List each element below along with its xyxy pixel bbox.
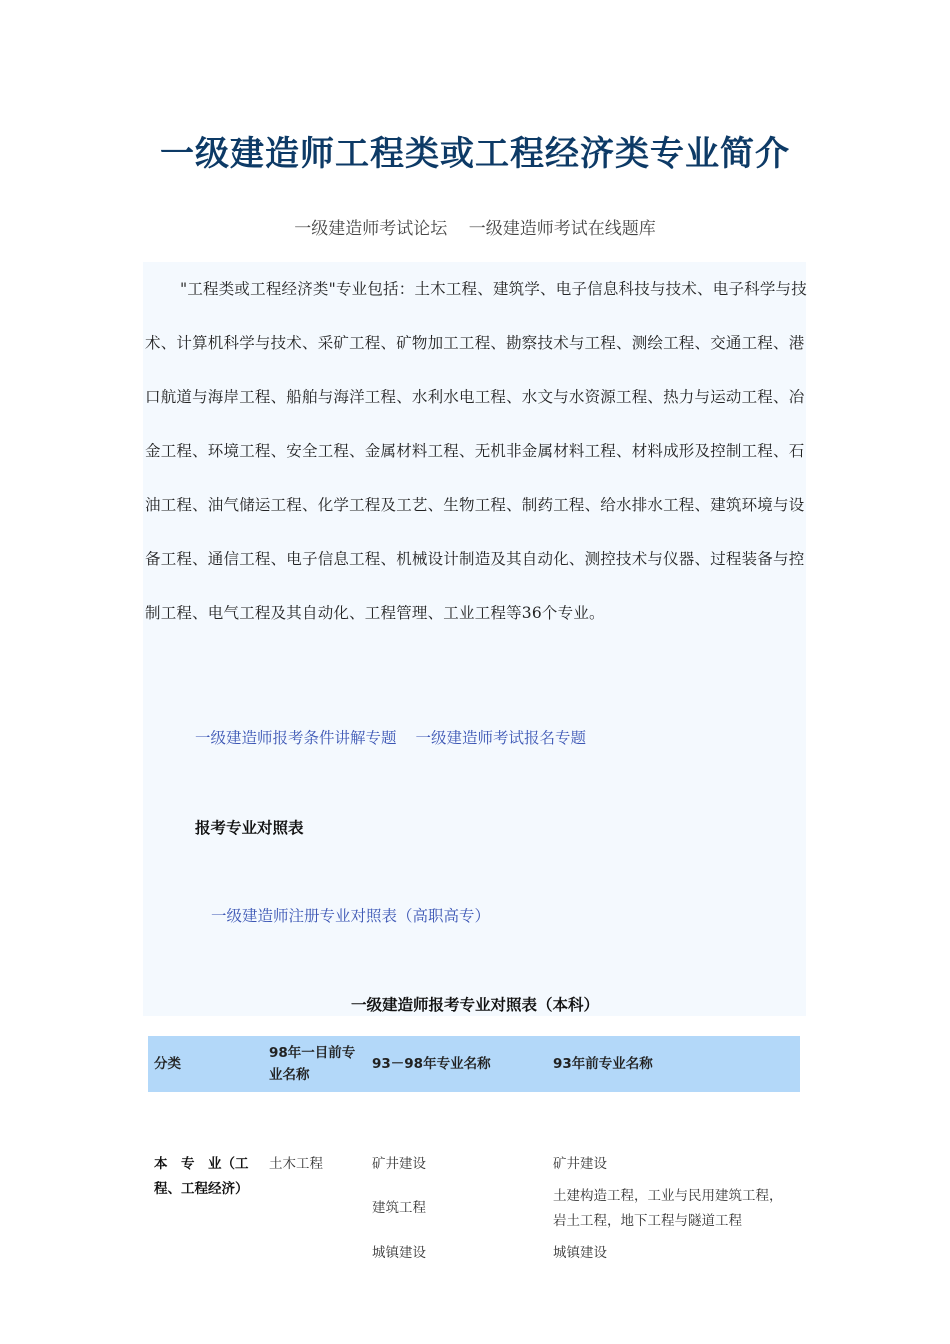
header-mid-major: 93－98年专业名称 bbox=[372, 1056, 491, 1072]
register-major-link[interactable]: 一级建造师注册专业对照表（高职高专） bbox=[211, 907, 491, 925]
header-category: 分类 bbox=[154, 1056, 181, 1072]
mid-major-cell: 城镇建设 bbox=[372, 1245, 426, 1261]
old-major-cell: 矿井建设 bbox=[553, 1156, 607, 1172]
old-major-cell: 土建构造工程，工业与民用建筑工程，岩土工程，地下工程与隧道工程 bbox=[553, 1188, 783, 1229]
mid-major-cell: 矿井建设 bbox=[372, 1156, 426, 1172]
section-title: 报考专业对照表 bbox=[195, 819, 304, 837]
subtitle-links bbox=[0, 214, 950, 239]
topic-links bbox=[195, 726, 600, 748]
table-header bbox=[148, 1036, 800, 1092]
mid-major-cell: 建筑工程 bbox=[372, 1200, 426, 1216]
question-bank-link[interactable]: 一级建造师考试在线题库 bbox=[468, 219, 656, 239]
header-old-major: 93年前专业名称 bbox=[553, 1056, 653, 1072]
current-major-cell: 土木工程 bbox=[269, 1156, 323, 1172]
major-table bbox=[148, 1036, 800, 1261]
table-title: 一级建造师报考专业对照表（本科） bbox=[350, 996, 599, 1014]
conditions-topic-link[interactable]: 一级建造师报考条件讲解专题 bbox=[195, 729, 397, 747]
old-major-cell: 城镇建设 bbox=[553, 1245, 607, 1261]
intro-paragraph: "工程类或工程经济类"专业包括：土木工程、建筑学、电子信息科技与技术、电子科学与技术、计算机科学与技术、采矿工程、矿物加工工程、勘察技术与工程、测绘工程、交通工程、港口航道与海岸工程、船舶与海洋工程、水利水电工程、水文与水资源工程、热力与运动工程、冶金工程、环境工程、安全工程、金属材料工程、无机非金属材料工程、材料成形及控制工程、石油工程、油气储运工程、化学工程及工艺、生物工程、制药工程、给水排水工程、建筑环境与设备工程、通信工程、电子信息工程、机械设计制造及其自动化、测控技术与仪器、过程装备与控制工程、电气工程及其自动化、工程管理、工业工程等36个专业。 bbox=[145, 280, 807, 622]
page-title: 一级建造师工程类或工程经济类专业简介 bbox=[160, 134, 790, 174]
registration-topic-link[interactable]: 一级建造师考试报名专题 bbox=[415, 729, 586, 747]
forum-link[interactable]: 一级建造师考试论坛 bbox=[294, 219, 448, 239]
category-cell: 本 专 业（工程、工程经济） bbox=[154, 1156, 249, 1197]
header-current-major: 98年一目前专业名称 bbox=[269, 1045, 356, 1083]
